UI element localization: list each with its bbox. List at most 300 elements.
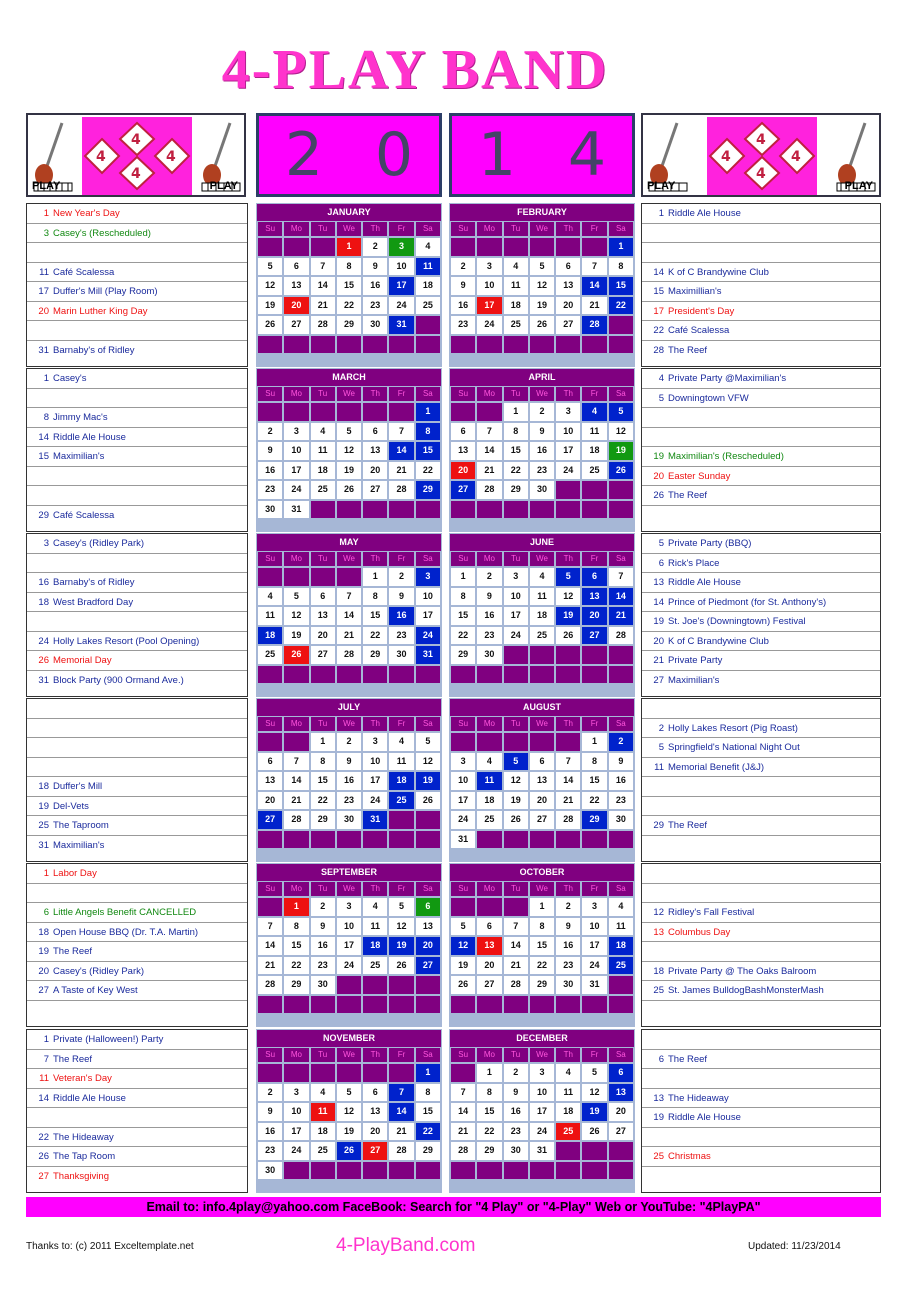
day-cell: 30	[556, 976, 580, 994]
day-of-week: Th	[363, 387, 387, 401]
event-name: St. James BulldogBashMonsterMash	[668, 985, 824, 996]
day-cell: 23	[530, 462, 554, 480]
day-cell: 12	[556, 588, 580, 606]
day-cell	[556, 238, 580, 256]
day-cell	[609, 646, 633, 664]
event-row	[642, 864, 880, 884]
event-name: Holly Lakes Resort (Pool Opening)	[53, 635, 200, 647]
day-of-week: Mo	[284, 222, 308, 236]
day-cell	[477, 336, 501, 354]
event-date: 1	[43, 868, 49, 879]
day-cell: 19	[609, 442, 633, 460]
day-cell: 22	[477, 1123, 501, 1141]
day-cell: 23	[477, 627, 501, 645]
day-cell: 2	[337, 733, 361, 751]
day-cell: 24	[389, 297, 413, 315]
event-name: The Reef	[668, 1053, 708, 1065]
event-row	[642, 428, 880, 448]
day-cell: 14	[284, 772, 308, 790]
day-of-week: Sa	[609, 552, 633, 566]
day-cell	[363, 1162, 387, 1180]
day-cell: 16	[337, 772, 361, 790]
day-of-week: Th	[363, 1048, 387, 1062]
day-cell: 14	[477, 442, 501, 460]
day-cell: 18	[311, 462, 335, 480]
day-cell: 1	[504, 403, 528, 421]
day-cell: 13	[582, 588, 606, 606]
event-date: 14	[653, 266, 664, 278]
day-cell	[504, 996, 528, 1014]
day-of-week: Sa	[416, 552, 440, 566]
month-grid	[449, 552, 635, 683]
day-cell: 9	[530, 423, 554, 441]
event-row	[642, 341, 880, 361]
day-cell: 15	[582, 772, 606, 790]
event-date: 20	[38, 965, 49, 977]
day-of-week: Mo	[284, 387, 308, 401]
day-cell	[389, 403, 413, 421]
day-cell: 25	[477, 811, 501, 829]
event-row	[27, 1001, 247, 1021]
event-row	[27, 389, 247, 409]
updated-text: Updated: 11/23/2014	[748, 1241, 841, 1252]
day-cell: 9	[609, 753, 633, 771]
day-cell: 28	[451, 1142, 475, 1160]
day-cell: 15	[311, 772, 335, 790]
day-cell: 14	[389, 1103, 413, 1121]
event-name: Café Scalessa	[53, 509, 115, 521]
event-row	[642, 243, 880, 263]
day-cell: 7	[337, 588, 361, 606]
day-cell: 13	[477, 937, 501, 955]
day-cell	[477, 898, 501, 916]
day-cell: 31	[389, 316, 413, 334]
day-cell	[451, 336, 475, 354]
event-date: 25	[653, 985, 664, 996]
day-of-week: Sa	[416, 1048, 440, 1062]
day-cell: 4	[609, 898, 633, 916]
event-name: Maximilian's (Rescheduled)	[668, 451, 784, 462]
day-cell	[258, 666, 282, 684]
day-cell	[530, 336, 554, 354]
day-cell	[556, 336, 580, 354]
day-cell: 3	[530, 1064, 554, 1082]
event-row	[642, 632, 880, 652]
day-cell: 24	[582, 957, 606, 975]
event-row	[642, 302, 880, 322]
day-cell: 28	[258, 976, 282, 994]
event-list-right	[641, 1029, 881, 1193]
day-cell: 29	[451, 646, 475, 664]
event-row	[642, 321, 880, 341]
day-cell: 8	[416, 1084, 440, 1102]
event-date: 4	[658, 373, 664, 384]
day-cell	[530, 1162, 554, 1180]
day-cell	[530, 501, 554, 519]
year-box-right	[449, 113, 635, 197]
event-date: 17	[38, 286, 49, 297]
day-of-week: Th	[556, 222, 580, 236]
day-cell: 4	[363, 898, 387, 916]
event-row	[27, 1108, 247, 1128]
svg-text:4: 4	[96, 149, 106, 165]
day-of-week: We	[337, 1048, 361, 1062]
day-cell: 23	[556, 957, 580, 975]
day-cell: 19	[337, 462, 361, 480]
event-date: 29	[653, 820, 664, 831]
day-cell	[363, 831, 387, 849]
year-box-left	[256, 113, 442, 197]
day-cell	[530, 666, 554, 684]
event-name: Riddle Ale House	[53, 1092, 126, 1104]
day-of-week: Tu	[504, 1048, 528, 1062]
day-cell	[258, 238, 282, 256]
day-cell: 16	[389, 607, 413, 625]
day-of-week: Fr	[389, 717, 413, 731]
day-cell: 13	[530, 772, 554, 790]
event-row	[642, 282, 880, 302]
event-row	[27, 903, 247, 923]
day-cell	[530, 996, 554, 1014]
day-of-week: Sa	[609, 222, 633, 236]
day-cell: 24	[451, 811, 475, 829]
day-cell: 12	[416, 753, 440, 771]
day-cell: 2	[389, 568, 413, 586]
event-name: The Reef	[53, 946, 93, 957]
day-of-week: We	[337, 387, 361, 401]
day-cell: 21	[582, 297, 606, 315]
day-cell	[451, 238, 475, 256]
day-cell: 21	[389, 462, 413, 480]
day-cell: 8	[504, 423, 528, 441]
day-cell: 20	[363, 1123, 387, 1141]
day-cell: 19	[389, 937, 413, 955]
event-name: Rick's Place	[668, 557, 720, 569]
day-cell: 22	[451, 627, 475, 645]
day-cell: 18	[258, 627, 282, 645]
year-digit: 2	[284, 120, 324, 190]
day-cell: 16	[609, 772, 633, 790]
day-cell	[530, 238, 554, 256]
day-cell	[389, 831, 413, 849]
day-cell: 3	[337, 898, 361, 916]
event-name: St. Joe's (Downingtown) Festival	[668, 616, 806, 627]
event-row	[27, 506, 247, 526]
day-of-week: Sa	[416, 222, 440, 236]
day-cell: 14	[504, 937, 528, 955]
day-cell: 3	[582, 898, 606, 916]
month-calendar	[449, 863, 635, 1027]
month-title: DECEMBER	[450, 1030, 634, 1047]
event-date: 1	[43, 373, 49, 384]
day-of-week: Th	[363, 882, 387, 896]
svg-text:4: 4	[721, 149, 731, 165]
day-of-week: Su	[451, 882, 475, 896]
day-cell: 7	[609, 568, 633, 586]
header-row	[26, 113, 881, 199]
event-row	[642, 923, 880, 943]
day-cell: 7	[477, 423, 501, 441]
event-row	[27, 719, 247, 739]
day-cell: 25	[582, 462, 606, 480]
day-of-week: Th	[556, 717, 580, 731]
event-row	[27, 797, 247, 817]
day-cell: 27	[556, 316, 580, 334]
day-cell: 9	[504, 1084, 528, 1102]
day-cell: 27	[363, 481, 387, 499]
day-cell	[609, 831, 633, 849]
day-cell	[609, 316, 633, 334]
day-cell: 18	[416, 277, 440, 295]
band-logo-icon	[707, 117, 817, 195]
day-cell: 6	[451, 423, 475, 441]
event-row	[27, 369, 247, 389]
event-row	[27, 467, 247, 487]
day-cell: 25	[609, 957, 633, 975]
event-date: 20	[38, 305, 49, 317]
day-cell	[582, 646, 606, 664]
day-of-week: Fr	[582, 1048, 606, 1062]
event-name: Little Angels Benefit CANCELLED	[53, 907, 197, 918]
day-cell: 8	[337, 258, 361, 276]
day-of-week: Tu	[311, 717, 335, 731]
day-cell	[609, 481, 633, 499]
event-row	[642, 534, 880, 554]
event-row	[642, 671, 880, 691]
day-of-week: Su	[258, 222, 282, 236]
day-cell: 17	[284, 462, 308, 480]
day-of-week: Mo	[284, 882, 308, 896]
day-cell: 2	[311, 898, 335, 916]
event-date: 18	[38, 781, 49, 792]
event-name: Private Party @Maximilian's	[668, 373, 787, 384]
day-cell	[477, 403, 501, 421]
day-cell: 28	[284, 811, 308, 829]
day-cell: 26	[556, 627, 580, 645]
day-of-week: Tu	[504, 552, 528, 566]
day-cell	[556, 996, 580, 1014]
day-cell: 5	[337, 423, 361, 441]
day-cell: 14	[389, 442, 413, 460]
day-cell: 3	[556, 403, 580, 421]
event-date: 5	[658, 392, 664, 404]
day-of-week: Th	[556, 552, 580, 566]
day-cell: 11	[363, 918, 387, 936]
day-cell: 5	[337, 1084, 361, 1102]
day-cell: 23	[337, 792, 361, 810]
event-list-left	[26, 203, 248, 367]
event-date: 27	[653, 674, 664, 686]
event-date: 1	[43, 208, 49, 219]
day-cell: 1	[337, 238, 361, 256]
day-cell: 27	[258, 811, 282, 829]
day-cell	[258, 733, 282, 751]
event-row	[642, 408, 880, 428]
event-list-right	[641, 533, 881, 697]
day-cell: 27	[363, 1142, 387, 1160]
event-date: 17	[653, 305, 664, 317]
day-cell: 30	[258, 1162, 282, 1180]
event-row	[642, 389, 880, 409]
day-cell: 5	[609, 403, 633, 421]
day-cell	[416, 501, 440, 519]
day-cell: 10	[582, 918, 606, 936]
day-cell: 29	[363, 646, 387, 664]
month-grid	[256, 552, 442, 683]
day-cell: 22	[504, 462, 528, 480]
event-name: The Hideaway	[53, 1131, 114, 1143]
day-cell: 26	[284, 646, 308, 664]
day-cell: 27	[451, 481, 475, 499]
day-cell: 21	[504, 957, 528, 975]
event-name: Casey's (Ridley Park)	[53, 965, 145, 977]
day-cell: 29	[311, 811, 335, 829]
month-grid	[256, 387, 442, 518]
day-cell	[337, 976, 361, 994]
day-cell: 1	[530, 898, 554, 916]
day-cell	[337, 501, 361, 519]
day-cell: 11	[311, 1103, 335, 1121]
day-cell: 26	[416, 792, 440, 810]
day-of-week: We	[337, 717, 361, 731]
event-row	[27, 302, 247, 322]
day-cell	[556, 1162, 580, 1180]
event-row	[27, 1030, 247, 1050]
day-of-week: Su	[258, 1048, 282, 1062]
day-cell	[311, 403, 335, 421]
day-cell: 1	[284, 898, 308, 916]
day-of-week: Fr	[582, 222, 606, 236]
month-grid	[256, 717, 442, 848]
day-cell: 13	[556, 277, 580, 295]
day-cell: 17	[284, 1123, 308, 1141]
day-cell: 28	[504, 976, 528, 994]
day-cell: 28	[311, 316, 335, 334]
day-cell: 21	[609, 607, 633, 625]
day-cell: 15	[451, 607, 475, 625]
day-cell: 19	[284, 627, 308, 645]
day-cell: 22	[337, 297, 361, 315]
day-cell: 2	[258, 1084, 282, 1102]
day-cell: 14	[451, 1103, 475, 1121]
svg-text:4: 4	[756, 166, 766, 182]
day-of-week: Tu	[504, 717, 528, 731]
day-cell: 24	[504, 627, 528, 645]
day-cell	[416, 996, 440, 1014]
event-name: West Bradford Day	[53, 596, 134, 608]
day-cell: 29	[284, 976, 308, 994]
day-cell: 6	[311, 588, 335, 606]
day-cell	[477, 831, 501, 849]
day-cell: 25	[556, 1123, 580, 1141]
day-cell: 15	[477, 1103, 501, 1121]
event-name: Private Party @ The Oaks Balroom	[668, 965, 817, 977]
day-cell	[556, 666, 580, 684]
event-row	[642, 719, 880, 739]
day-cell: 7	[389, 423, 413, 441]
event-row	[642, 1108, 880, 1128]
day-cell	[389, 666, 413, 684]
day-cell: 27	[530, 811, 554, 829]
day-cell: 3	[477, 258, 501, 276]
event-row	[642, 447, 880, 467]
day-cell: 8	[416, 423, 440, 441]
day-cell: 24	[416, 627, 440, 645]
day-cell: 24	[284, 481, 308, 499]
day-cell: 1	[311, 733, 335, 751]
day-cell	[609, 501, 633, 519]
day-cell	[582, 1142, 606, 1160]
day-of-week: Fr	[389, 552, 413, 566]
event-row	[27, 1167, 247, 1187]
day-cell: 5	[416, 733, 440, 751]
day-cell	[609, 1162, 633, 1180]
day-cell: 11	[258, 607, 282, 625]
day-cell	[530, 733, 554, 751]
website-link[interactable]: 4-PlayBand.com	[336, 1235, 476, 1256]
day-cell: 26	[504, 811, 528, 829]
event-row	[642, 506, 880, 526]
day-cell: 2	[363, 238, 387, 256]
month-title: JULY	[257, 699, 441, 716]
day-of-week: Su	[451, 717, 475, 731]
event-date: 6	[43, 907, 49, 918]
event-row	[27, 447, 247, 467]
day-cell: 22	[609, 297, 633, 315]
day-cell: 1	[416, 403, 440, 421]
event-date: 27	[38, 985, 49, 996]
event-row	[642, 1128, 880, 1148]
day-cell: 21	[451, 1123, 475, 1141]
event-row	[642, 884, 880, 904]
day-cell: 23	[504, 1123, 528, 1141]
day-cell: 11	[530, 588, 554, 606]
day-cell	[582, 666, 606, 684]
day-cell: 25	[389, 792, 413, 810]
day-of-week: Sa	[609, 1048, 633, 1062]
day-cell: 5	[582, 1064, 606, 1082]
day-of-week: Tu	[504, 222, 528, 236]
event-row	[27, 534, 247, 554]
day-cell	[311, 1162, 335, 1180]
day-cell	[311, 996, 335, 1014]
calendar-section	[26, 698, 881, 862]
day-cell	[363, 666, 387, 684]
day-cell: 29	[337, 316, 361, 334]
day-cell: 14	[556, 772, 580, 790]
day-cell: 11	[556, 1084, 580, 1102]
month-title: NOVEMBER	[257, 1030, 441, 1047]
event-name: Casey's (Ridley Park)	[53, 538, 145, 549]
day-cell: 27	[416, 957, 440, 975]
day-cell	[258, 568, 282, 586]
event-date: 18	[38, 926, 49, 938]
day-cell	[311, 666, 335, 684]
day-cell: 20	[477, 957, 501, 975]
event-date: 19	[38, 800, 49, 812]
day-cell: 1	[582, 733, 606, 751]
event-date: 16	[38, 577, 49, 588]
day-cell: 21	[389, 1123, 413, 1141]
month-title: FEBRUARY	[450, 204, 634, 221]
day-cell: 17	[451, 792, 475, 810]
day-cell: 7	[311, 258, 335, 276]
day-of-week: Mo	[477, 717, 501, 731]
day-cell: 19	[337, 1123, 361, 1141]
month-title: MARCH	[257, 369, 441, 386]
event-name: Maximillian's	[668, 286, 722, 297]
day-cell: 1	[363, 568, 387, 586]
